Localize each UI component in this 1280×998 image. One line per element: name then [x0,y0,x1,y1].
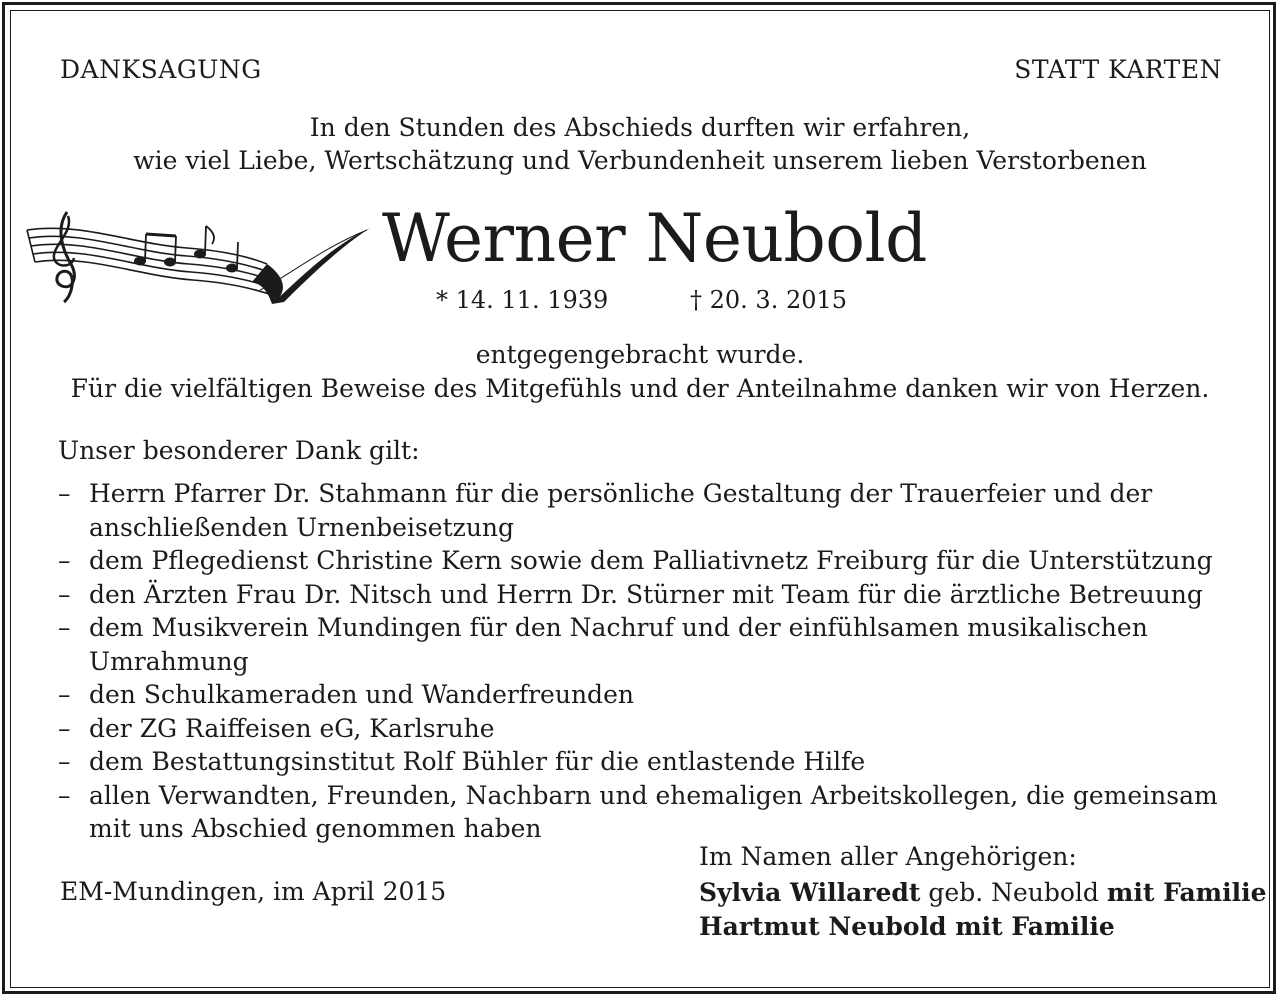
list-item-text: den Schulkameraden und Wanderfreunden [89,680,634,709]
list-item [58,477,1223,544]
list-item [58,578,1223,612]
signer-2: Hartmut Neubold mit Familie [699,912,1115,941]
signer-1 [699,878,1267,907]
list-item [58,745,1223,779]
list-item-text: den Ärzten Frau Dr. Nitsch und Herrn Dr. Stürner mit Team für die ärztliche Betreuung [89,579,1203,609]
deceased-name: Werner Neubold [382,200,927,277]
bullet-dash: – [58,579,71,609]
place-date: EM-Mundingen, im April 2015 [60,877,447,906]
signer-1-suffix: mit Familie [1106,878,1267,907]
heading-danksagung: DANKSAGUNG [60,55,262,84]
bullet-dash: – [58,713,71,743]
after-line-1: entgegengebracht wurde. [475,340,805,369]
list-item [58,678,1223,712]
list-item-text: dem Bestattungsinstitut Rolf Bühler für die entlastende Hilfe [89,747,866,776]
bullet-dash: – [58,780,71,810]
signer-1-birth: geb. Neubold [928,878,1099,907]
signer-1-name: Sylvia Willaredt [699,878,921,907]
thanks-list [58,477,1223,846]
after-line-2: Für die vielfältigen Beweise des Mitgefühls und der Anteilnahme danken wir von Herzen. [70,374,1210,403]
bullet-dash: – [58,680,71,709]
list-item-text: Herrn Pfarrer Dr. Stahmann für die persönliche Gestaltung der Trauerfeier und der anschließenden Urnenbeisetzung [89,479,1153,542]
list-item [58,779,1223,846]
list-item-text: dem Pflegedienst Christine Kern sowie dem Palliativnetz Freiburg für die Unterstützung [89,546,1213,575]
heading-statt-karten: STATT KARTEN [1014,55,1222,84]
death-date: † 20. 3. 2015 [690,286,848,314]
list-item [58,712,1223,746]
list-item-text: dem Musikverein Mundingen für den Nachruf und der einfühlsamen musikalischen Umrahmung [89,613,1148,676]
list-item-text: der ZG Raiffeisen eG, Karlsruhe [89,713,495,743]
bullet-dash: – [58,747,71,776]
thanks-heading: Unser besonderer Dank gilt: [58,436,420,465]
bullet-dash: – [58,479,71,508]
bullet-dash: – [58,613,71,642]
intro-line-1: In den Stunden des Abschieds durften wir erfahren, [309,113,971,142]
on-behalf-line: Im Namen aller Angehörigen: [699,842,1077,871]
music-staff-icon [22,206,372,316]
list-item-text: allen Verwandten, Freunden, Nachbarn und ehemaligen Arbeitskollegen, die gemeinsam mit uns Abschied genommen haben [89,780,1218,843]
list-item [58,611,1223,678]
birth-date: * 14. 11. 1939 [436,286,609,314]
list-item [58,544,1223,578]
bullet-dash: – [58,546,71,575]
intro-line-2: wie viel Liebe, Wertschätzung und Verbundenheit unserem lieben Verstorbenen [133,146,1147,175]
